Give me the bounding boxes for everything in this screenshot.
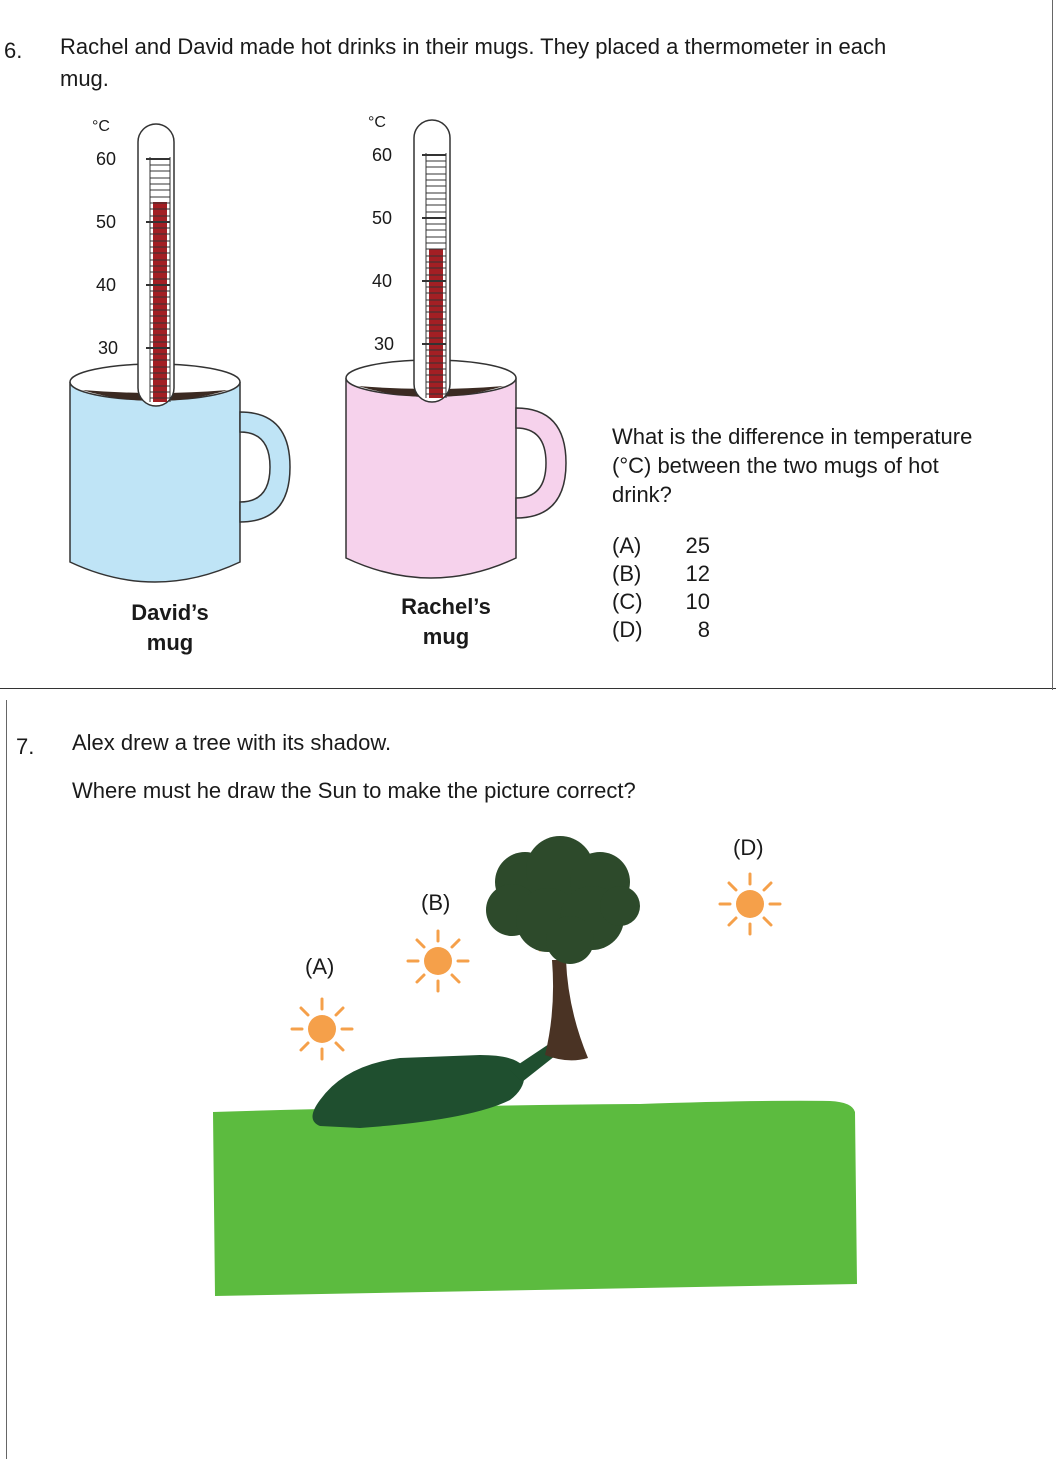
davids-tick-60: 60 xyxy=(96,149,117,169)
rachels-mug-figure xyxy=(336,108,596,608)
rachels-mug-body xyxy=(346,378,516,578)
option-letter: (B) xyxy=(612,561,642,586)
option-value: 10 xyxy=(685,589,710,614)
davids-mug-label-line2: mug xyxy=(146,630,194,655)
q6-question-line2: (°C) between the two mugs of hot xyxy=(612,453,939,478)
davids-tick-30: 30 xyxy=(98,338,119,358)
davids-unit-label: °C xyxy=(92,118,110,135)
q6-option-a[interactable] xyxy=(612,532,710,560)
tree-canopy xyxy=(486,836,640,964)
option-letter: (C) xyxy=(612,589,643,614)
q6-option-b[interactable] xyxy=(612,560,710,588)
rachels-unit-label: °C xyxy=(368,114,386,131)
option-value: 25 xyxy=(685,533,710,558)
tree-scene xyxy=(0,820,1056,1320)
question-divider xyxy=(0,688,1056,689)
q6-question-line1: What is the difference in temperature xyxy=(612,424,973,449)
q6-options xyxy=(612,532,710,644)
tree-trunk xyxy=(545,960,588,1060)
option-letter: (A) xyxy=(612,533,642,558)
davids-mug-label-line1: David’s xyxy=(131,600,209,625)
rachels-mug-handle xyxy=(516,408,566,518)
davids-mug-body xyxy=(70,382,240,582)
rachels-mug-label-line1: Rachel’s xyxy=(401,594,491,619)
q7-text-line2: Where must he draw the Sun to make the picture correct? xyxy=(72,778,636,803)
q6-option-c[interactable] xyxy=(612,588,710,616)
q7-text-line1: Alex drew a tree with its shadow. xyxy=(72,730,392,755)
sun-d-icon[interactable] xyxy=(720,874,780,934)
rachels-mug-svg xyxy=(336,108,596,608)
davids-mug-handle xyxy=(240,412,290,522)
q6-text-line1: Rachel and David made hot drinks in their mugs. They placed a thermometer in each xyxy=(60,34,887,59)
page-edge-line-top xyxy=(1052,0,1053,690)
davids-thermometer-mercury xyxy=(153,202,167,402)
sun-b-label: (B) xyxy=(421,890,451,915)
rachels-tick-50: 50 xyxy=(372,208,393,228)
q7-number: 7. xyxy=(16,734,35,759)
option-value: 12 xyxy=(685,561,710,586)
davids-tick-50: 50 xyxy=(96,212,117,232)
davids-mug-figure xyxy=(60,112,320,625)
q6-question-line3: drink? xyxy=(612,482,672,507)
sun-a-icon[interactable] xyxy=(292,999,352,1059)
q6-text-line2: mug. xyxy=(60,66,109,91)
sun-d-label: (D) xyxy=(733,835,764,860)
q6-option-d[interactable] xyxy=(612,616,710,644)
grass-field xyxy=(213,1101,857,1296)
option-value: 8 xyxy=(697,617,710,642)
rachels-tick-30: 30 xyxy=(374,334,395,354)
rachels-thermometer-mercury xyxy=(429,249,443,398)
q6-number: 6. xyxy=(4,38,23,63)
rachels-mug-label-line2: mug xyxy=(422,624,470,649)
option-letter: (D) xyxy=(612,617,643,642)
rachels-tick-40: 40 xyxy=(372,271,393,291)
davids-tick-40: 40 xyxy=(96,275,117,295)
davids-mug-svg xyxy=(60,112,320,612)
sun-b-icon[interactable] xyxy=(408,931,468,991)
rachels-tick-60: 60 xyxy=(372,145,393,165)
sun-a-label: (A) xyxy=(305,954,335,979)
